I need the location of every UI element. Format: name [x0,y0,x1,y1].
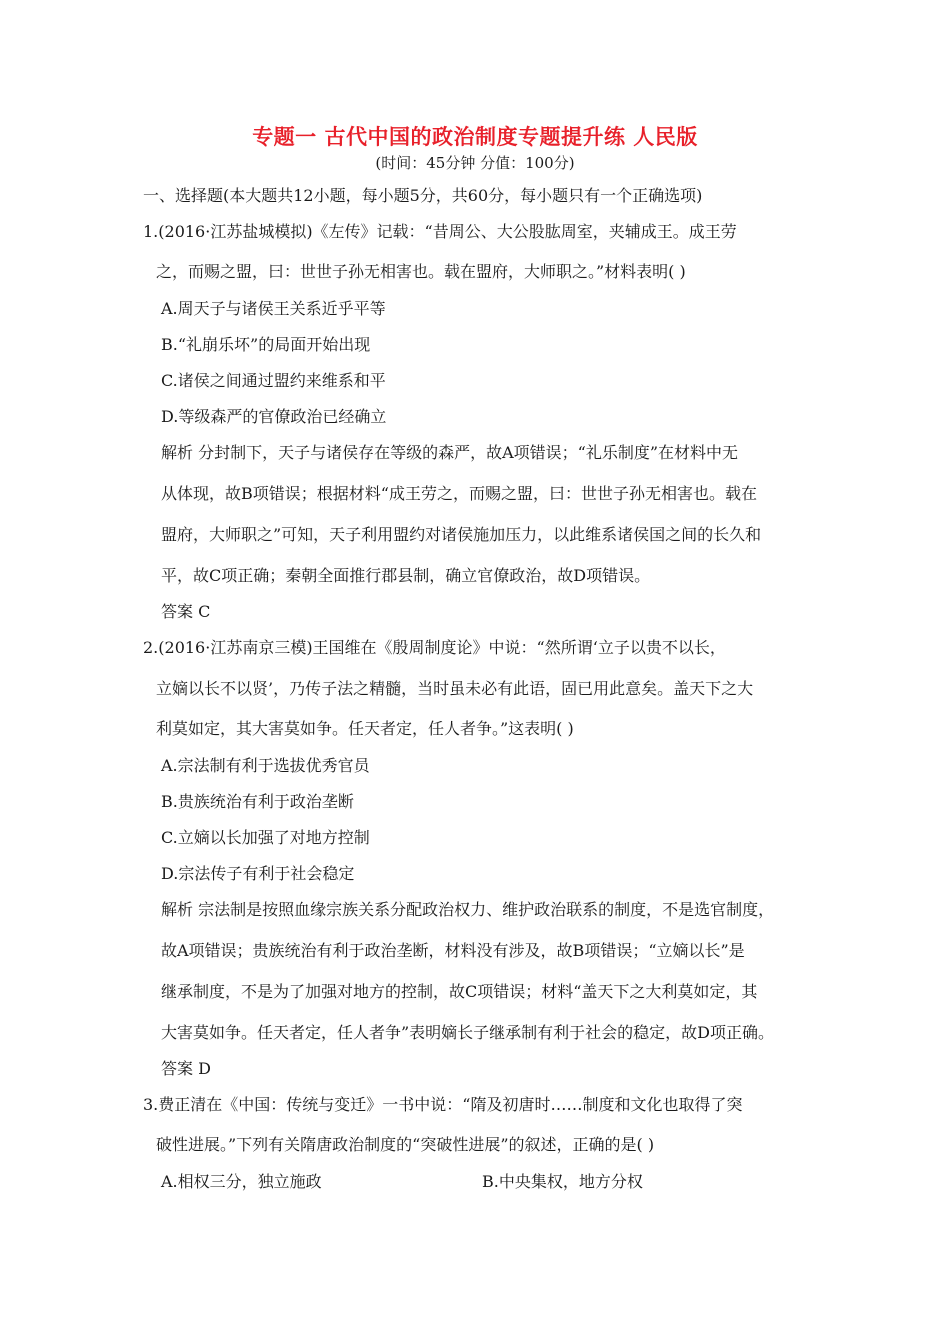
option-c: C.诸侯之间通过盟约来维系和平 [161,371,386,390]
question-stem: 之，而赐之盟，曰：世世子孙无相害也。载在盟府，大师职之。”材料表明( ) [156,262,686,281]
option-d: D.宗法传子有利于社会稳定 [161,864,355,883]
analysis-text: 解析 宗法制是按照血缘宗族关系分配政治权力、维护政治联系的制度，不是选官制度， [161,900,775,919]
question-stem: 3.费正清在《中国：传统与变迁》一书中说：“隋及初唐时……制度和文化也取得了突 [143,1095,743,1114]
page-title: 专题一 古代中国的政治制度专题提升练 人民版 [252,125,698,149]
question-stem: 利莫如定，其大害莫如争。任天者定，任人者争。”这表明( ) [156,719,574,738]
option-b: B.中央集权，地方分权 [482,1172,643,1191]
option-b: B.“礼崩乐坏”的局面开始出现 [161,335,371,354]
question-stem: 立嫡以长不以贤’，乃传子法之精髓，当时虽未必有此语，固已用此意矣。盖天下之大 [156,679,754,698]
option-d: D.等级森严的官僚政治已经确立 [161,407,387,426]
question-stem: 2.(2016·江苏南京三模)王国维在《殷周制度论》中说：“然所谓‘立子以贵不以长， [143,638,726,657]
option-a: A.周天子与诸侯王关系近乎平等 [161,299,386,318]
option-c: C.立嫡以长加强了对地方控制 [161,828,370,847]
page-subtitle: (时间：45分钟 分值：100分) [375,154,575,172]
analysis-text: 平，故C项正确；秦朝全面推行郡县制，确立官僚政治，故D项错误。 [161,566,651,585]
option-a: A.相权三分，独立施政 [161,1172,322,1191]
section-heading: 一、选择题(本大题共12小题，每小题5分，共60分，每小题只有一个正确选项) [143,186,703,205]
analysis-text: 解析 分封制下，天子与诸侯存在等级的森严，故A项错误；“礼乐制度”在材料中无 [161,443,739,462]
analysis-text: 从体现，故B项错误；根据材料“成王劳之，而赐之盟，曰：世世子孙无相害也。载在 [161,484,757,503]
answer-text: 答案 C [161,602,211,621]
question-stem: 破性进展。”下列有关隋唐政治制度的“突破性进展”的叙述，正确的是( ) [156,1135,655,1154]
option-a: A.宗法制有利于选拔优秀官员 [161,756,370,775]
option-b: B.贵族统治有利于政治垄断 [161,792,354,811]
analysis-text: 故A项错误；贵族统治有利于政治垄断，材料没有涉及，故B项错误；“立嫡以长”是 [161,941,745,960]
answer-text: 答案 D [161,1059,211,1078]
analysis-text: 大害莫如争。任天者定，任人者争”表明嫡长子继承制有利于社会的稳定，故D项正确。 [161,1023,775,1042]
question-stem: 1.(2016·江苏盐城模拟)《左传》记载：“昔周公、大公股肱周室，夹辅成王。成王劳 [143,222,737,241]
analysis-text: 继承制度，不是为了加强对地方的控制，故C项错误；材料“盖天下之大利莫如定，其 [161,982,758,1001]
analysis-text: 盟府，大师职之”可知，天子利用盟约对诸侯施加压力，以此维系诸侯国之间的长久和 [161,525,762,544]
